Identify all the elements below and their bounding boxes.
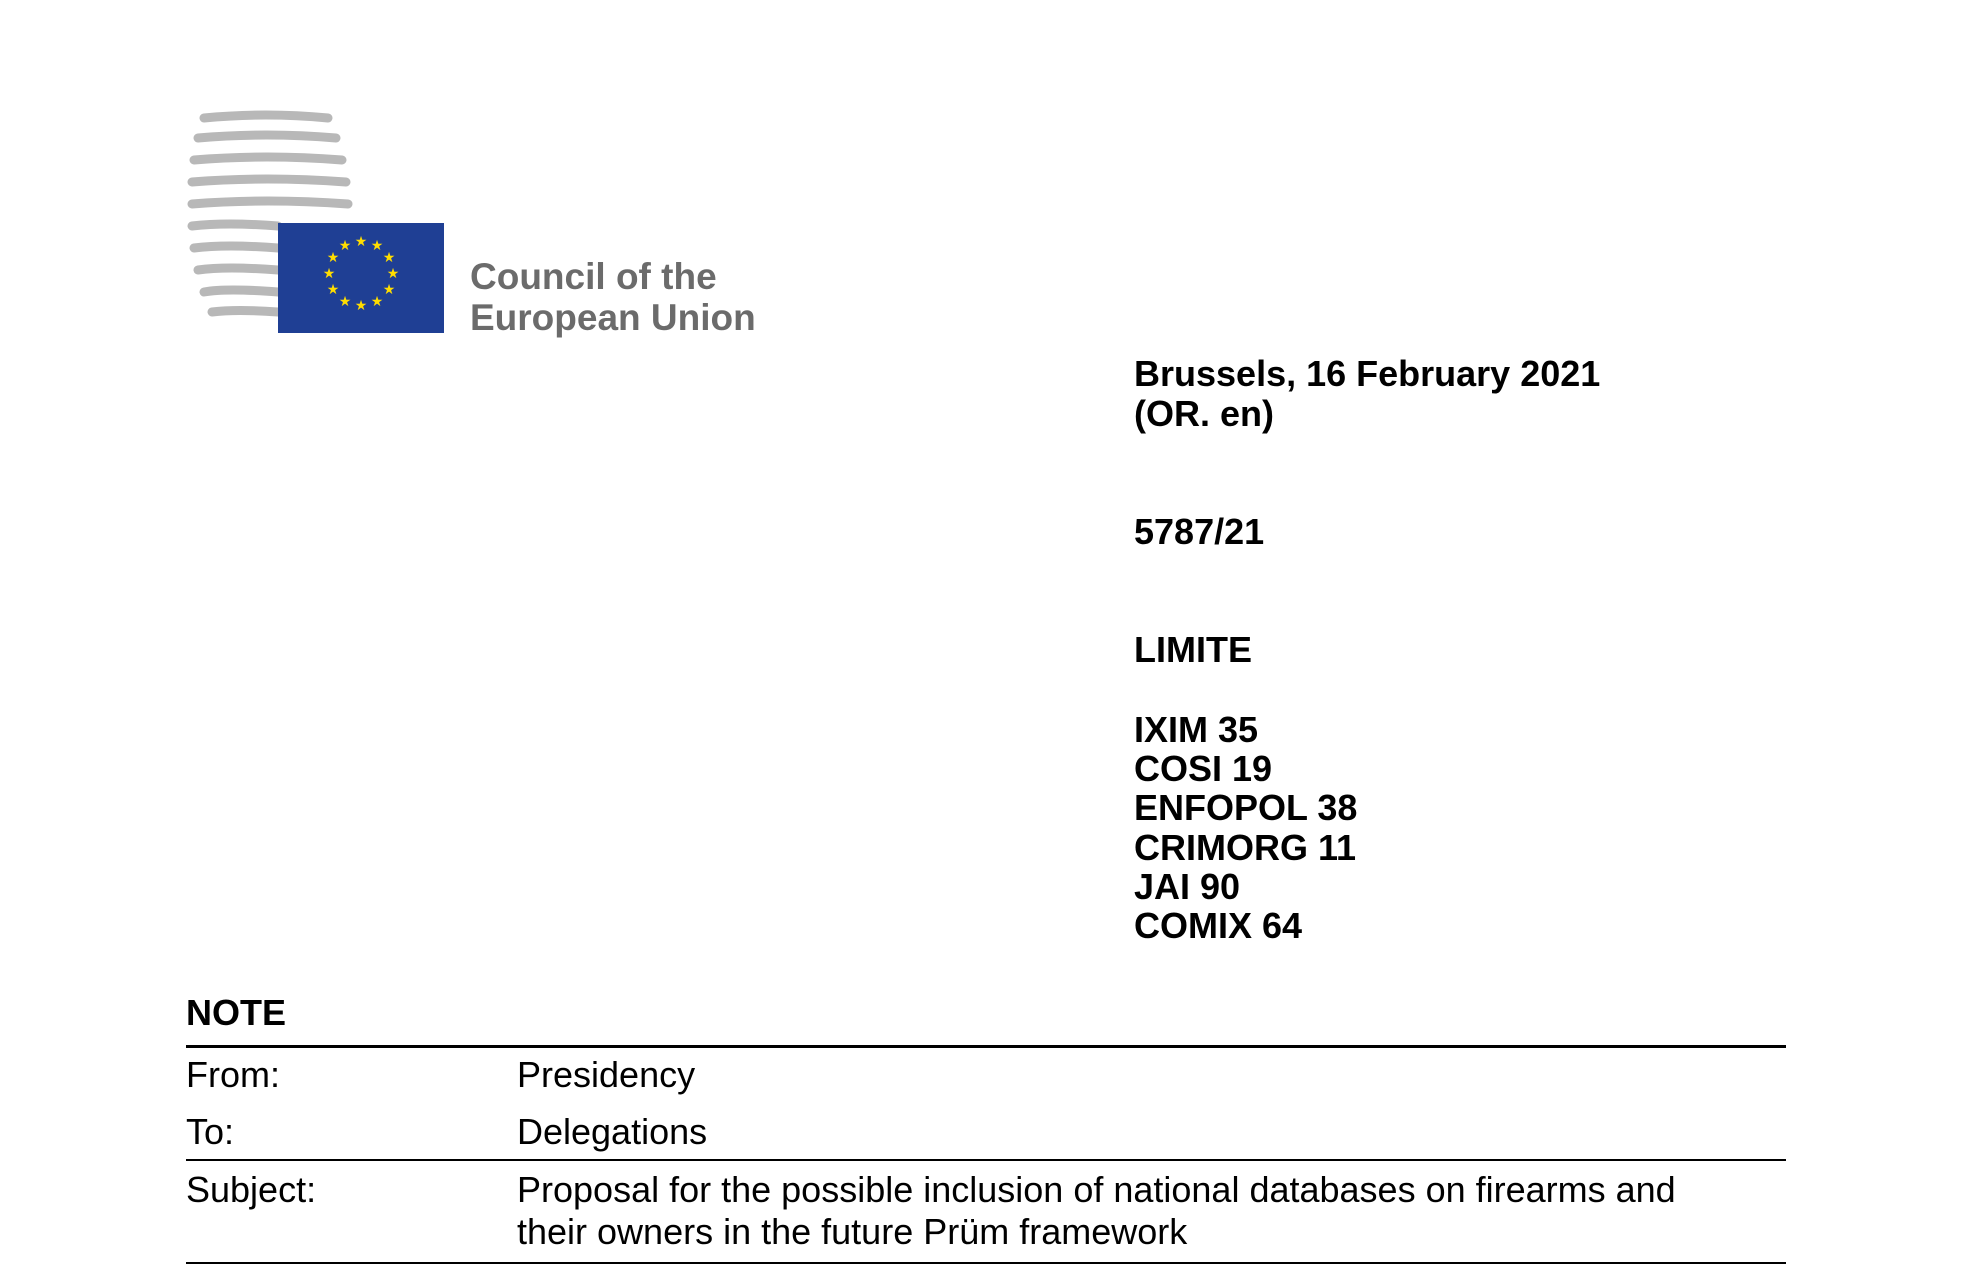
subject-line-2: their owners in the future Prüm framework	[517, 1211, 1188, 1252]
filing-code: COSI 19	[1134, 748, 1273, 790]
council-name	[470, 256, 756, 338]
subject-line-1: Proposal for the possible inclusion of national databases on firearms and	[517, 1169, 1676, 1210]
from-label: From:	[186, 1054, 280, 1095]
council-name-line1: Council of the	[470, 256, 717, 297]
subject-label: Subject:	[186, 1169, 317, 1210]
svg-text:★: ★	[370, 238, 384, 254]
filing-code: CRIMORG 11	[1134, 826, 1357, 868]
filing-code: COMIX 64	[1134, 905, 1303, 947]
council-logo	[186, 110, 786, 350]
document-number: 5787/21	[1134, 511, 1265, 552]
original-language: (OR. en)	[1134, 393, 1274, 434]
to-value: Delegations	[517, 1111, 708, 1152]
svg-text:★: ★	[354, 234, 368, 250]
council-eu-logo-icon	[186, 110, 446, 350]
filing-code: ENFOPOL 38	[1134, 787, 1358, 829]
note-top-divider	[186, 1045, 1786, 1048]
filing-code: IXIM 35	[1134, 709, 1259, 750]
to-label: To:	[186, 1111, 235, 1152]
svg-text:★: ★	[386, 266, 400, 282]
from-value: Presidency	[517, 1054, 696, 1095]
classification-label: LIMITE	[1134, 629, 1252, 670]
svg-text:★: ★	[354, 298, 368, 314]
document-header	[1134, 353, 1601, 947]
svg-text:★: ★	[338, 238, 352, 254]
note-title: NOTE	[186, 992, 287, 1033]
subject-value	[517, 1169, 1757, 1253]
filing-codes	[1134, 710, 1357, 945]
council-name-line2: European Union	[470, 297, 756, 338]
svg-text:★: ★	[326, 250, 340, 266]
date-block	[1134, 354, 1600, 434]
filing-code: JAI 90	[1134, 865, 1241, 907]
svg-text:★: ★	[322, 266, 336, 282]
svg-text:★: ★	[382, 250, 396, 266]
svg-text:★: ★	[338, 294, 352, 310]
svg-text:★: ★	[370, 294, 384, 310]
note-middle-divider	[186, 1159, 1786, 1161]
note-bottom-divider	[186, 1262, 1786, 1264]
document-date: Brussels, 16 February 2021	[1134, 353, 1601, 394]
svg-text:★: ★	[326, 282, 340, 298]
svg-text:★: ★	[382, 282, 396, 298]
